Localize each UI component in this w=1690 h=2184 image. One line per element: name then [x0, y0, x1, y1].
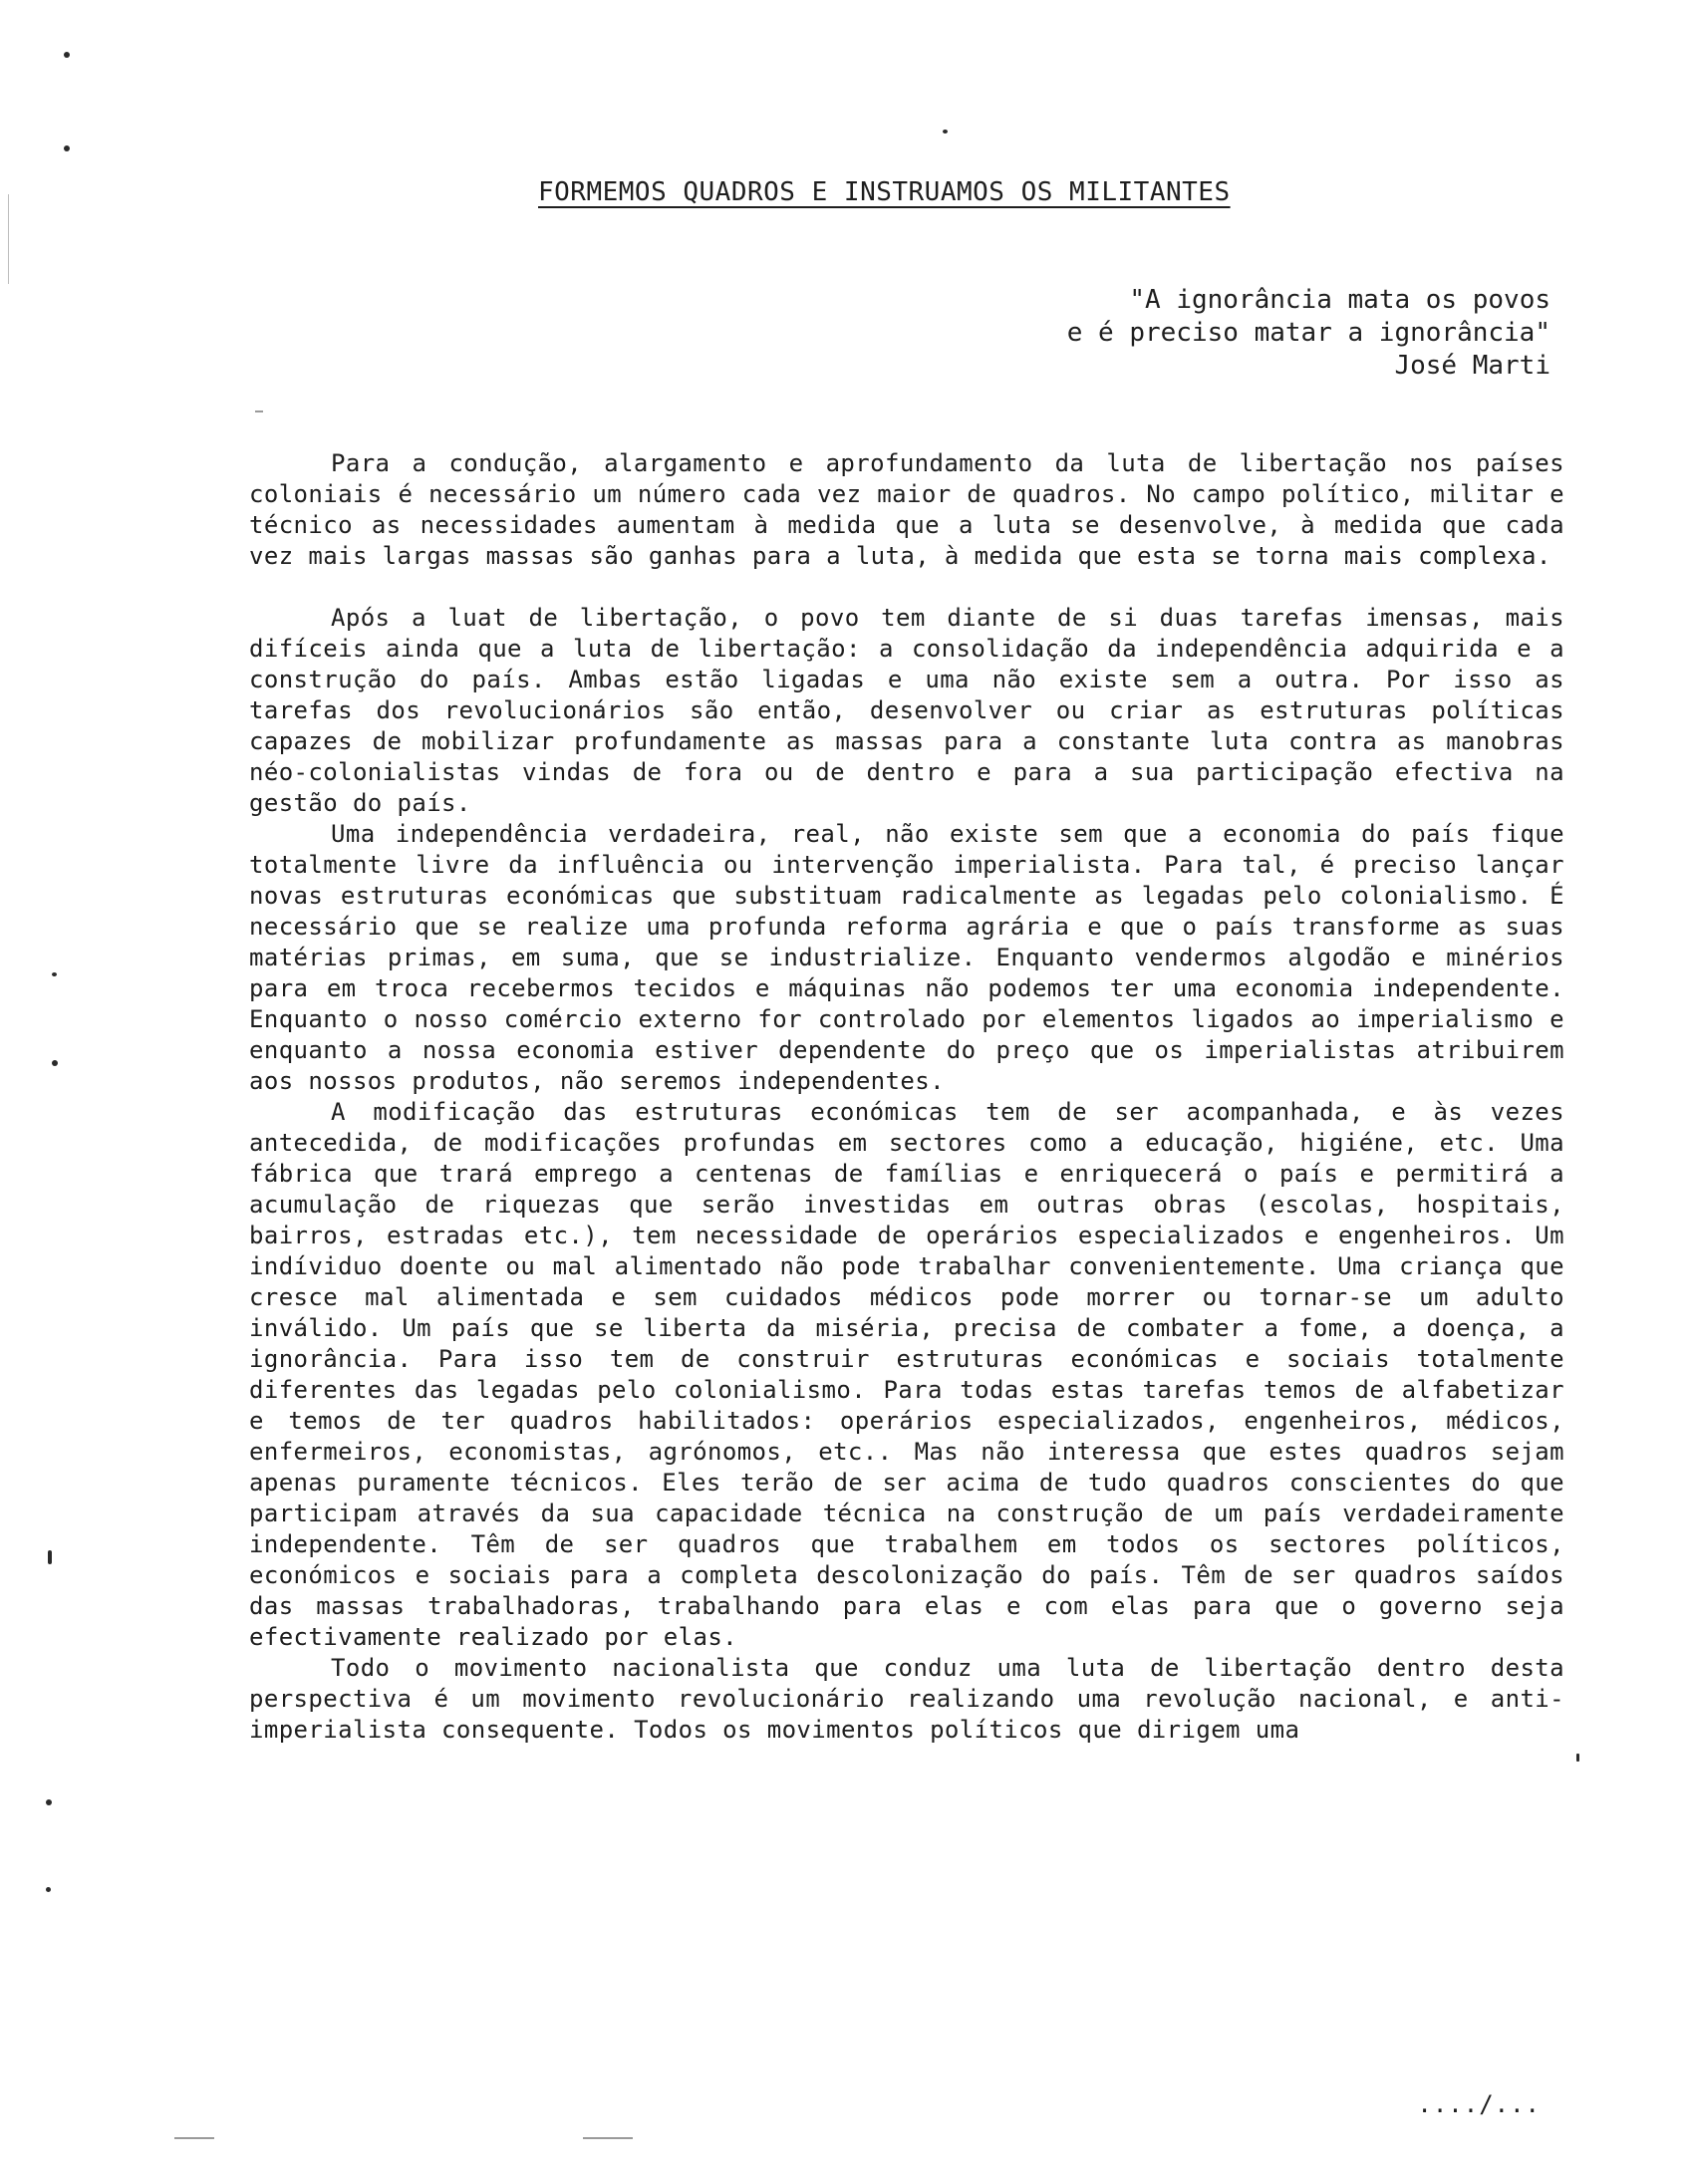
scan-speck	[52, 1060, 58, 1066]
scan-speck	[52, 972, 57, 976]
scan-speck	[48, 1550, 52, 1564]
page-continuation-mark: ..../...	[1417, 2090, 1541, 2118]
scan-margin-line	[8, 194, 9, 284]
scan-smudge	[174, 2137, 214, 2139]
epigraph-author: José Marti	[1394, 351, 1550, 381]
scan-speck	[64, 145, 70, 151]
scan-speck	[64, 52, 70, 58]
epigraph-line-1: "A ignorância mata os povos	[1129, 285, 1550, 315]
scan-speck	[46, 1887, 51, 1892]
scan-smudge	[583, 2137, 633, 2139]
paragraph-4: A modificação das estruturas económicas tem de ser acompanhada, e às vezes antecedida, de modificações profundas em sectores como a educação, higiéne, etc. Uma fábrica que trará emprego a centenas de famílias e enriquecerá o país e permitirá a acumulação de riquezas que serão investidas em outras obras (escolas, hospitais, bairros, estradas etc.), tem necessidade de operários especializados e engenheiros. Um indíviduo doente ou mal alimentado não pode trabalhar convenientemente. Uma criança que cresce mal alimentada e sem cuidados médicos pode morrer ou tornar-se um adulto inválido. Um país que se liberta da miséria, precisa de combater a fome, a doença, a ignorância. Para isso tem de construir estruturas económicas e sociais totalmente diferentes das legadas pelo colonialismo. Para todas estas tarefas temos de alfabetizar e temos de ter quadros habilitados: operários especializados, engenheiros, médicos, enfermeiros, economistas, agrónomos, etc.. Mas não interessa que estes quadros sejam apenas puramente técnicos. Eles terão de ser acima de tudo quadros conscientes do que participam através da sua capacidade técnica na construção de um país verdadeiramente independente. Têm de ser quadros que trabalhem em todos os sectores políticos, económicos e sociais para a completa descolonização do país. Têm de ser quadros saídos das massas trabalhadoras, trabalhando para elas e com elas para que o governo seja efectivamente realizado por elas.	[249, 1098, 1564, 1651]
scan-speck	[943, 130, 948, 134]
epigraph-line-2: e é preciso matar a ignorância"	[1066, 318, 1550, 348]
scan-smudge	[255, 410, 263, 412]
paragraph-3: Uma independência verdadeira, real, não existe sem que a economia do país fique totalmente livre da influência ou intervenção imperialista. Para tal, é preciso lançar novas estruturas económicas que substituam radicalmente as legadas pelo colonialismo. É necessário que se realize uma profunda reforma agrária e que o país transforme as suas matérias primas, em suma, que se industrialize. Enquanto vendermos algodão e minérios para em troca recebermos tecidos e máquinas não podemos ter uma economia independente. Enquanto o nosso comércio externo for controlado por elementos ligados ao imperialismo e enquanto a nossa economia estiver dependente do preço que os imperialistas atribuirem aos nossos produtos, não seremos independentes.	[249, 820, 1564, 1095]
body-text	[249, 448, 1564, 1746]
paragraph-2: Após a luat de libertação, o povo tem diante de si duas tarefas imensas, mais difíceis ainda que a luta de libertação: a consolidação da independência adquirida e a construção do país. Ambas estão ligadas e uma não existe sem a outra. Por isso as tarefas dos revolucionários são então, desenvolver ou criar as estruturas políticas capazes de mobilizar profundamente as massas para a constante luta contra as manobras néo-colonialistas vindas de fora ou de dentro e para a sua participação efectiva na gestão do país.	[249, 604, 1564, 817]
scan-speck	[1576, 1754, 1579, 1762]
document-title: FORMEMOS QUADROS E INSTRUAMOS OS MILITANTES	[538, 177, 1231, 207]
scan-speck	[46, 1799, 52, 1805]
paragraph-1: Para a condução, alargamento e aprofundamento da luta de libertação nos países coloniais é necessário um número cada vez maior de quadros. No campo político, militar e técnico as necessidades aumentam à medida que a luta se desenvolve, à medida que cada vez mais largas massas são ganhas para a luta, à medida que esta se torna mais complexa.	[249, 449, 1564, 570]
paragraph-5: Todo o movimento nacionalista que conduz uma luta de libertação dentro desta perspectiva é um movimento revolucionário realizando uma revolução nacional, e anti-imperialista consequente. Todos os movimentos políticos que dirigem uma	[249, 1654, 1564, 1744]
epigraph	[1067, 284, 1550, 383]
